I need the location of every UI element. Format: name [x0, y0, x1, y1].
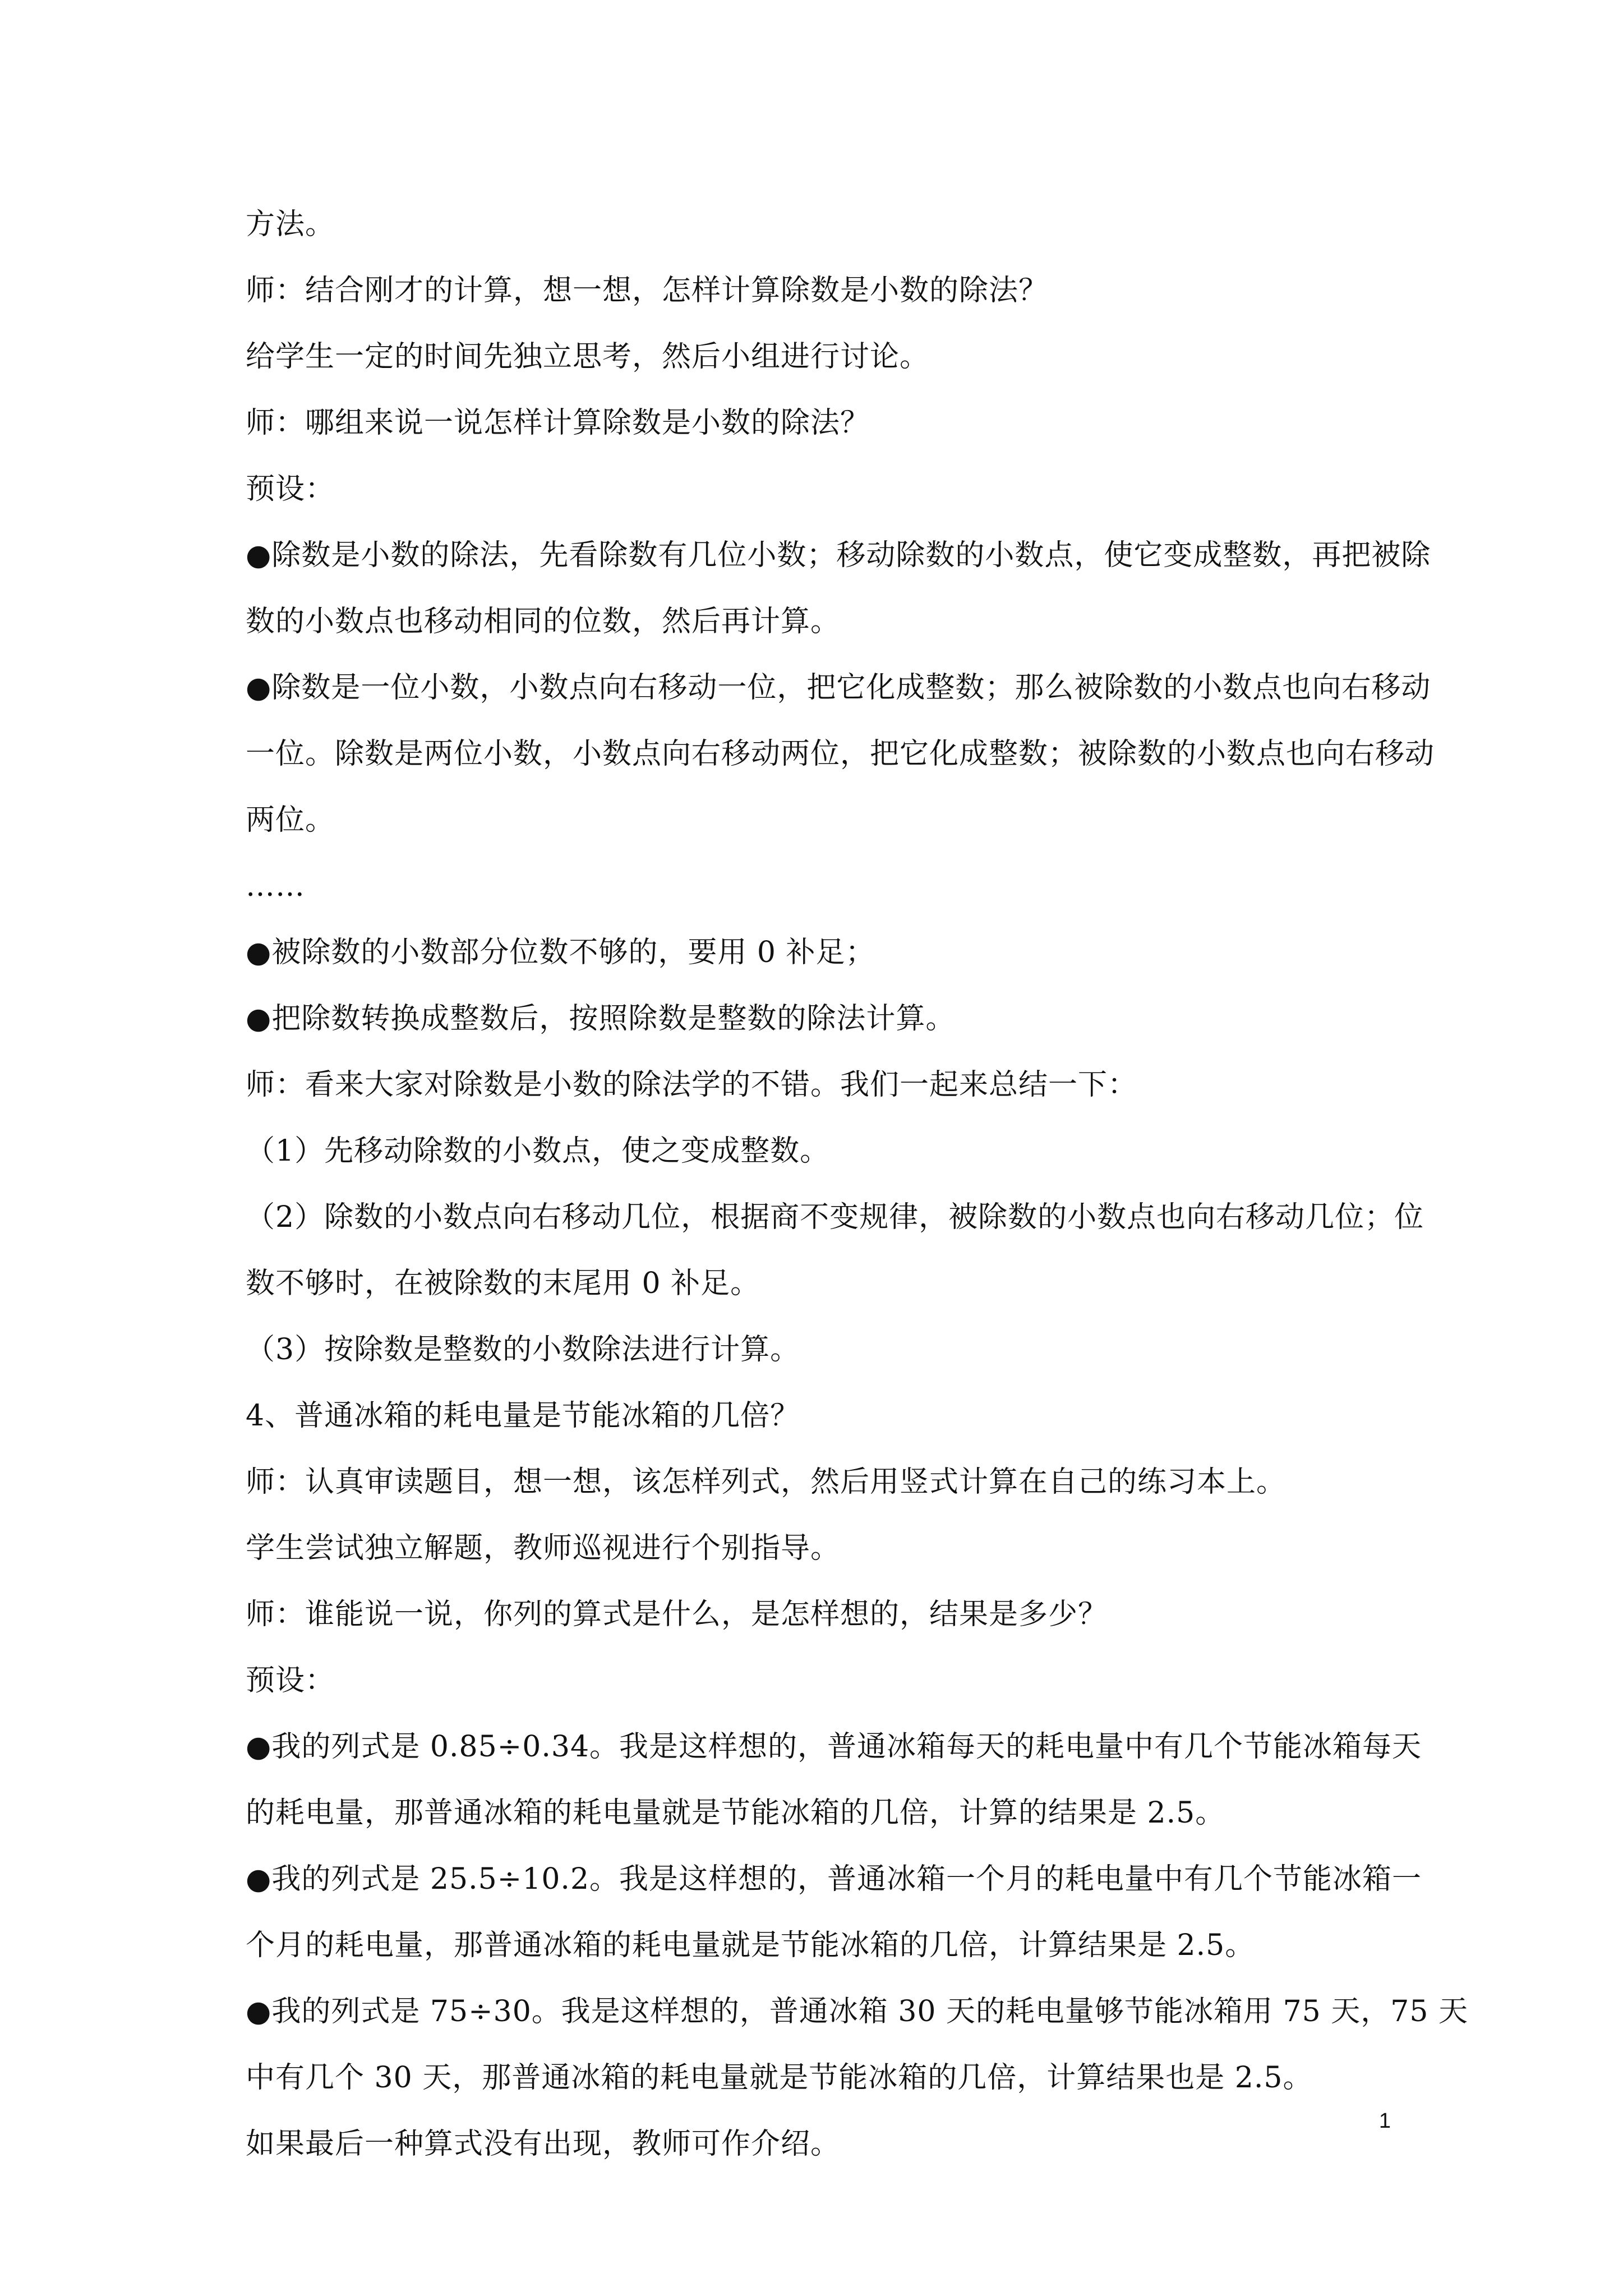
text-line: 两位。 [246, 803, 335, 837]
text-line: （3）按除数是整数的小数除法进行计算。 [246, 1333, 800, 1366]
text-line: 预设： [246, 472, 335, 506]
text-line: 一位。除数是两位小数，小数点向右移动两位，把它化成整数；被除数的小数点也向右移动 [246, 737, 1435, 771]
text-line: 师：结合刚才的计算，想一想，怎样计算除数是小数的除法？ [246, 274, 1049, 307]
text-line: ●我的列式是 0.85÷0.34。我是这样想的，普通冰箱每天的耗电量中有几个节能冰箱每天 [246, 1730, 1422, 1764]
text-line: ●被除数的小数部分位数不够的，要用 0 补足； [246, 936, 875, 969]
text-line: 个月的耗电量，那普通冰箱的耗电量就是节能冰箱的几倍，计算结果是 2.5。 [246, 1929, 1255, 1962]
text-line: 师：认真审读题目，想一想，该怎样列式，然后用竖式计算在自己的练习本上。 [246, 1465, 1287, 1499]
page-number: 1 [1378, 2109, 1391, 2133]
text-line: …… [246, 869, 305, 903]
text-line: 的耗电量，那普通冰箱的耗电量就是节能冰箱的几倍，计算的结果是 2.5。 [246, 1796, 1225, 1830]
text-line: 数的小数点也移动相同的位数，然后再计算。 [246, 605, 841, 638]
text-line: ●我的列式是 25.5÷10.2。我是这样想的，普通冰箱一个月的耗电量中有几个节能冰箱一 [246, 1862, 1422, 1896]
text-line: ●把除数转换成整数后，按照除数是整数的除法计算。 [246, 1002, 956, 1036]
text-line: 数不够时，在被除数的末尾用 0 补足。 [246, 1267, 760, 1300]
text-line: 师：看来大家对除数是小数的除法学的不错。我们一起来总结一下： [246, 1068, 1138, 1102]
text-line: （2）除数的小数点向右移动几位，根据商不变规律，被除数的小数点也向右移动几位；位 [246, 1200, 1424, 1234]
text-line: 师：哪组来说一说怎样计算除数是小数的除法？ [246, 406, 870, 440]
text-line: ●我的列式是 75÷30。我是这样想的，普通冰箱 30 天的耗电量够节能冰箱用 75 天，75 天 [246, 1995, 1468, 2028]
text-line: 4、普通冰箱的耗电量是节能冰箱的几倍？ [246, 1399, 800, 1433]
text-line: （1）先移动除数的小数点，使之变成整数。 [246, 1134, 830, 1168]
text-line: 中有几个 30 天，那普通冰箱的耗电量就是节能冰箱的几倍，计算结果也是 2.5。 [246, 2061, 1313, 2095]
text-line: 学生尝试独立解题，教师巡视进行个别指导。 [246, 1531, 841, 1565]
text-line: 预设： [246, 1664, 335, 1697]
text-line: 方法。 [246, 208, 335, 241]
text-line: 如果最后一种算式没有出现，教师可作介绍。 [246, 2127, 841, 2161]
text-line: 师：谁能说一说，你列的算式是什么，是怎样想的，结果是多少？ [246, 1598, 1108, 1631]
text-line: ●除数是一位小数，小数点向右移动一位，把它化成整数；那么被除数的小数点也向右移动 [246, 671, 1431, 705]
text-line: 给学生一定的时间先独立思考，然后小组进行讨论。 [246, 340, 930, 374]
text-line: ●除数是小数的除法，先看除数有几位小数；移动除数的小数点，使它变成整数，再把被除 [246, 539, 1431, 572]
